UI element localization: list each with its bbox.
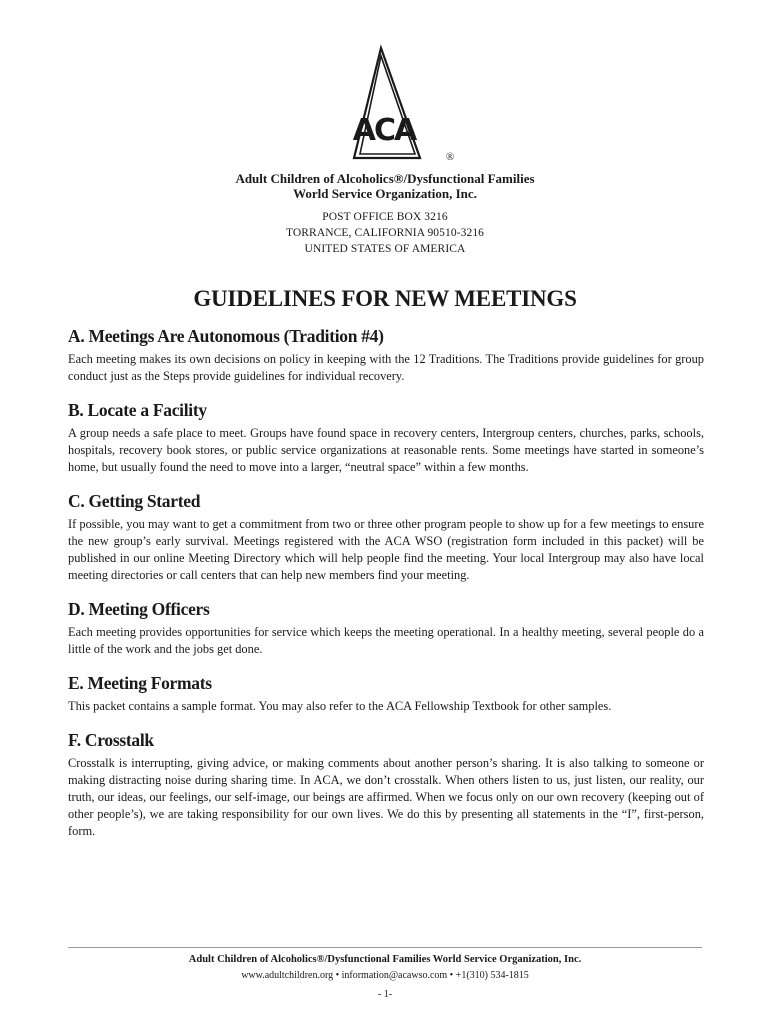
section-meeting-officers	[68, 598, 704, 658]
section-locate-facility	[68, 399, 704, 476]
footer-org: Adult Children of Alcoholics®/Dysfunctional Families World Service Organization, Inc.	[188, 954, 582, 965]
section-heading: F. Crosstalk	[68, 730, 154, 750]
section-autonomous	[68, 325, 704, 385]
section-heading: E. Meeting Formats	[68, 673, 212, 693]
mailing-address	[0, 209, 770, 257]
aca-logo	[320, 42, 460, 164]
registered-mark: ®	[445, 151, 455, 163]
address-line: POST OFFICE BOX 3216	[322, 211, 448, 223]
section-crosstalk	[68, 729, 704, 840]
section-meeting-formats	[68, 672, 704, 715]
section-body: Each meeting provides opportunities for service which keeps the meeting operational. In a healthy meeting, several people do a little of the work and the jobs get done.	[68, 625, 704, 656]
footer-contact: www.adultchildren.org • information@acawso.com • +1(310) 534-1815	[241, 970, 529, 981]
section-heading: B. Locate a Facility	[68, 400, 207, 420]
section-heading: A. Meetings Are Autonomous (Tradition #4)	[68, 326, 384, 346]
section-body: A group needs a safe place to meet. Groups have found space in recovery centers, Intergroup centers, churches, parks, schools, hospitals, recovery book stores, or public service organizations at reasonable rents. Some meetings have started in someone’s home, but usually found the need to move into a larger, “neutral space” within a few months.	[68, 426, 704, 474]
page-title: GUIDELINES FOR NEW MEETINGS	[193, 286, 577, 311]
footer-divider	[68, 947, 702, 948]
section-heading: D. Meeting Officers	[68, 599, 210, 619]
org-name	[0, 171, 770, 201]
org-name-line2: World Service Organization, Inc.	[293, 186, 477, 201]
section-heading: C. Getting Started	[68, 491, 201, 511]
section-body: If possible, you may want to get a commitment from two or three other program people to show up for a few meetings to ensure the new group’s early survival. Meetings registered with the ACA WSO (registration form included in this packet) will be published in our online Meeting Directory which will help people find the meeting. Your local Intergroup may also have local meeting directories or call centers that can help new members find your meeting.	[68, 517, 704, 582]
address-line: UNITED STATES OF AMERICA	[304, 243, 466, 255]
address-line: TORRANCE, CALIFORNIA 90510-3216	[285, 227, 485, 239]
section-body: Each meeting makes its own decisions on policy in keeping with the 12 Traditions. The Traditions provide guidelines for group conduct just as the Steps provide guidelines for individual recovery.	[68, 352, 704, 383]
org-name-line1: Adult Children of Alcoholics®/Dysfunctional Families	[235, 171, 535, 186]
page-number: - 1-	[377, 989, 393, 1000]
section-body: This packet contains a sample format. You may also refer to the ACA Fellowship Textbook for other samples.	[68, 699, 612, 713]
section-getting-started	[68, 490, 704, 584]
guidelines-content	[68, 325, 704, 854]
section-body: Crosstalk is interrupting, giving advice, or making comments about another person’s sharing. It is also talking to someone or making distracting noise during sharing time. In ACA, we don’t crosstalk. When others listen to us, just listen, our reality, our truth, our ideas, our feelings, our self-image, our beings are affirmed. When we focus only on our own recovery (keeping out of other people’s), we are taking responsibility for our own lives. We do this by presenting all statements in the “I”, first-person, form.	[68, 756, 704, 838]
logo-text: ACA	[352, 113, 416, 148]
